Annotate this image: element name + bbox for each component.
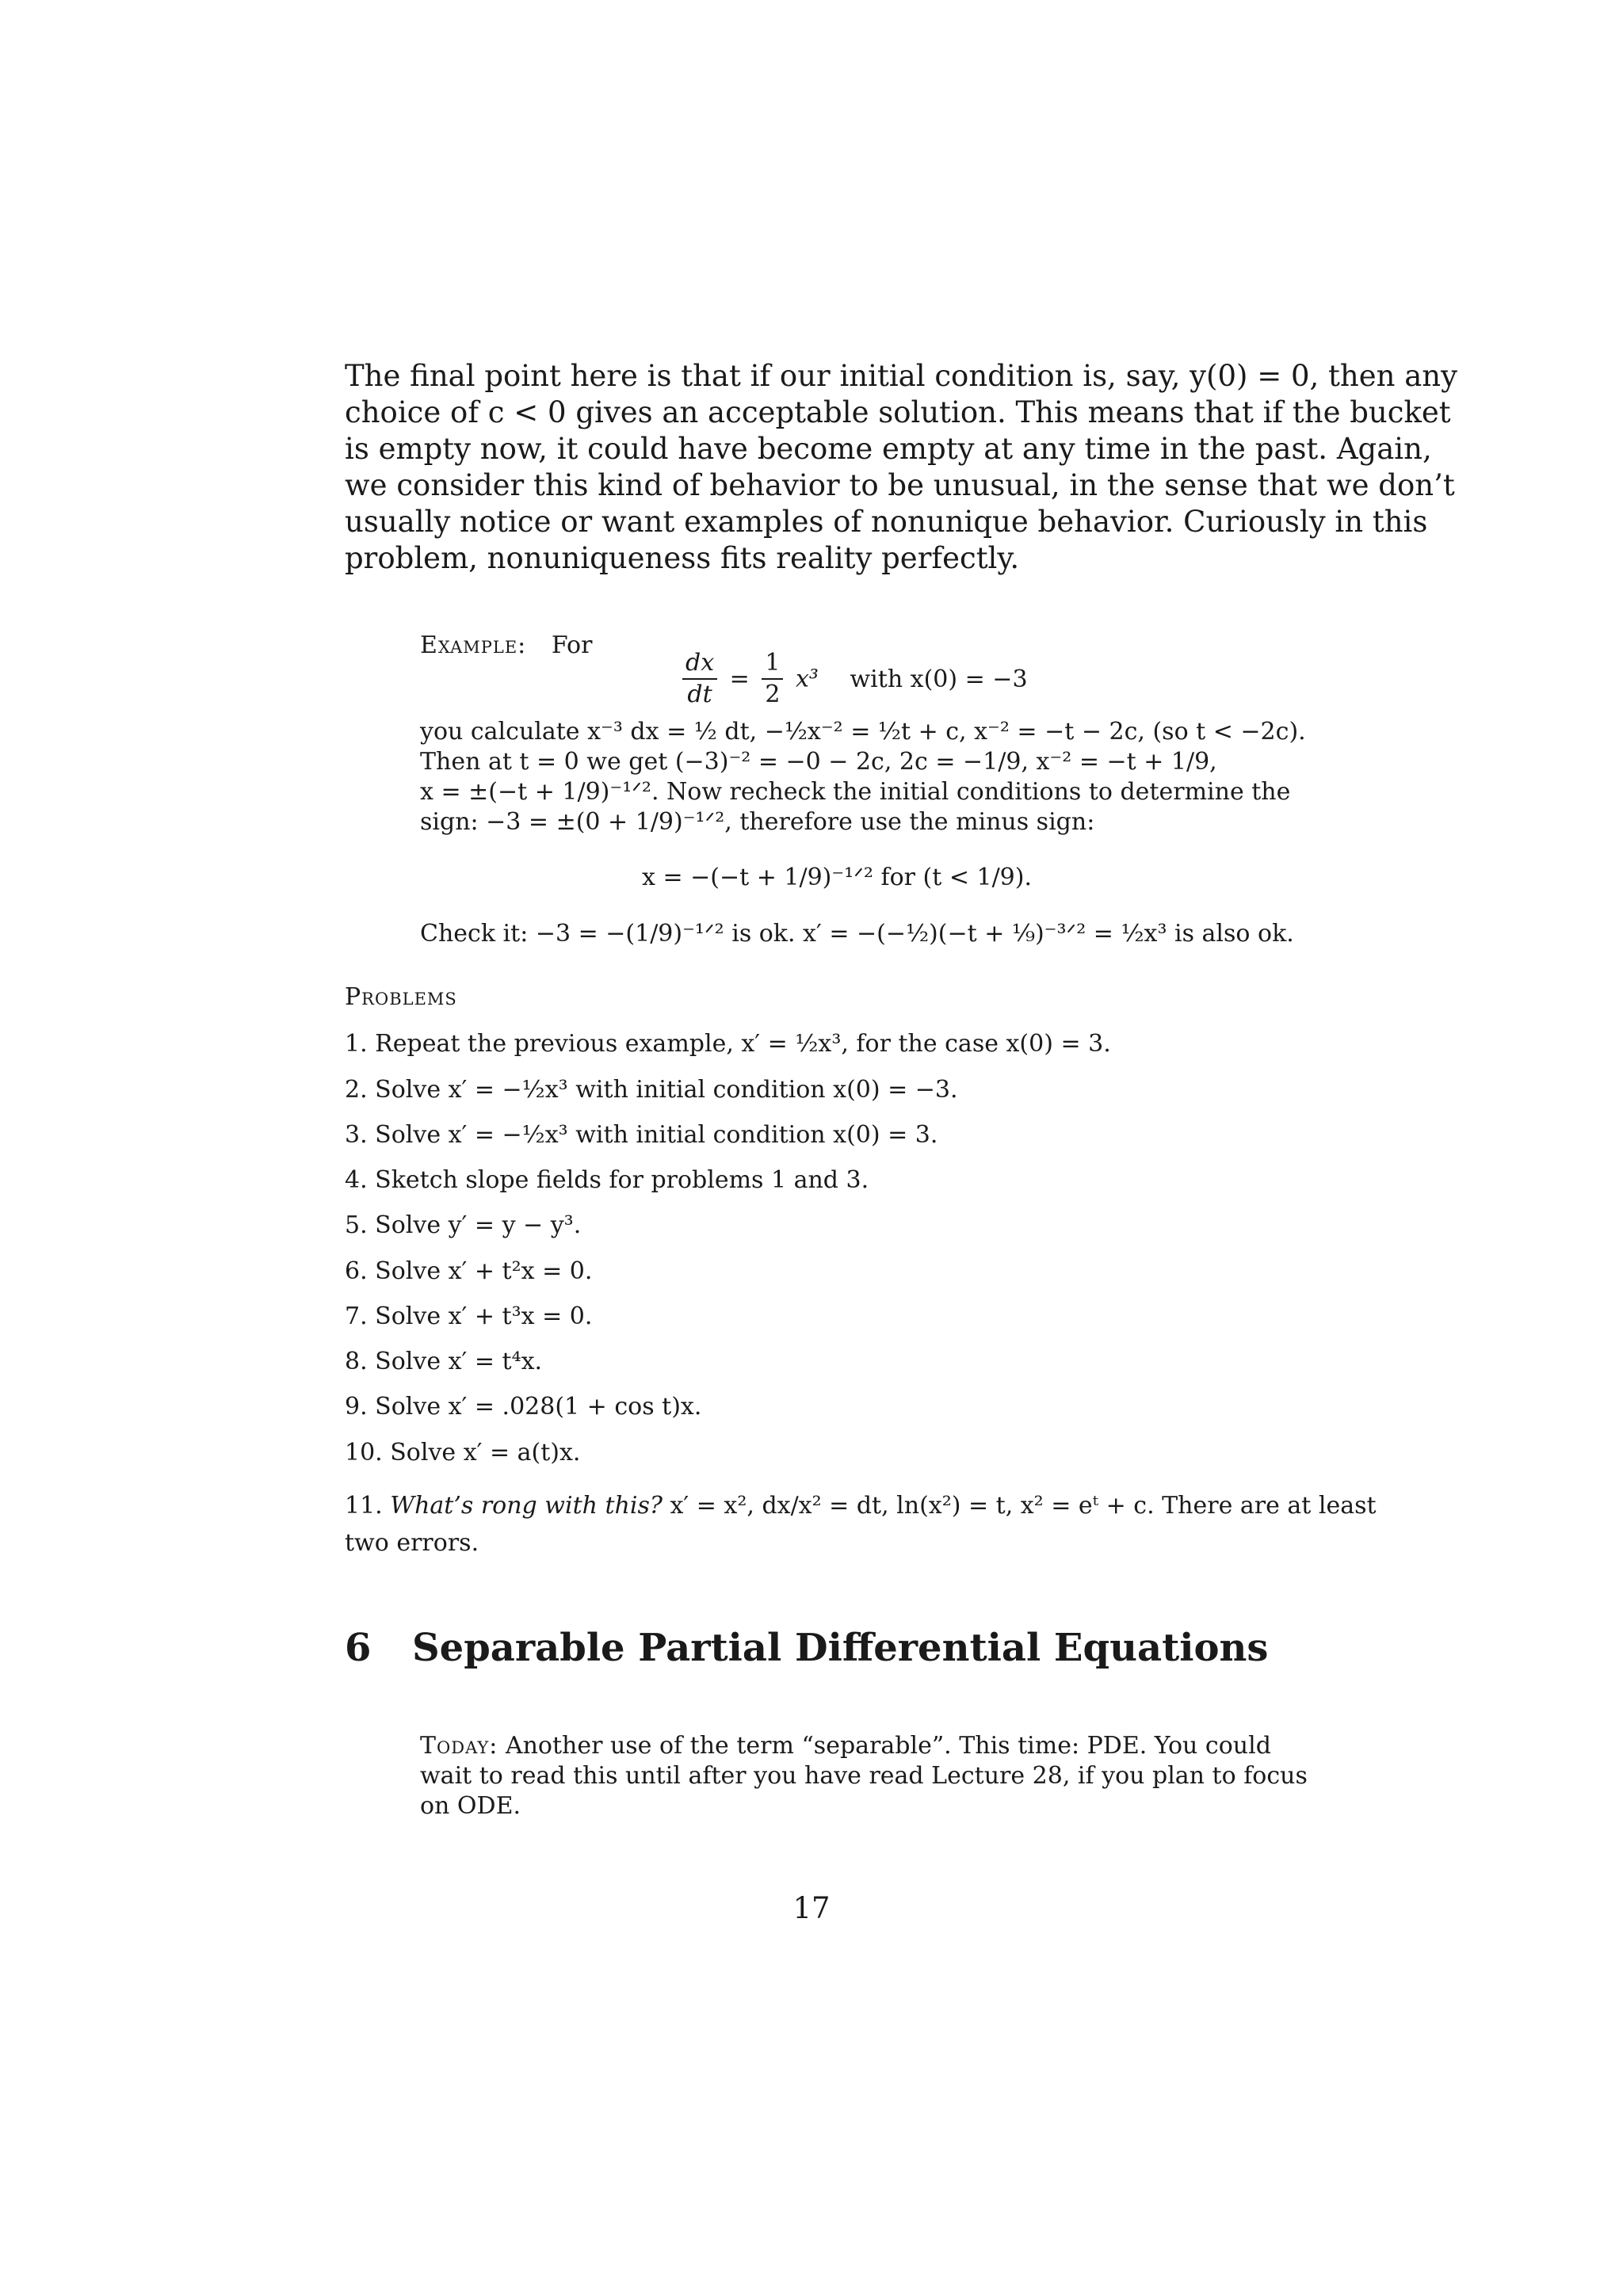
example-line: x = ±(−t + 1/9)⁻¹ᐟ². Now recheck the initial conditions to determine the <box>420 778 1291 806</box>
fraction-denominator: 2 <box>765 681 781 708</box>
section-number: 6 <box>345 1626 372 1670</box>
example-equation <box>678 648 1028 710</box>
problem-item: 9. Solve x′ = .028(1 + cos t)x. <box>345 1393 702 1421</box>
fraction-denominator: dt <box>687 681 712 708</box>
problem-item-11 <box>345 1491 1377 1520</box>
example-display-equation: x = −(−t + 1/9)⁻¹ᐟ² for (t < 1/9). <box>642 864 1033 891</box>
intro-line: we consider this kind of behavior to be unusual, in the sense that we don’t <box>345 468 1455 502</box>
problem-number: 11. <box>345 1492 383 1520</box>
problem-item: 5. Solve y′ = y − y³. <box>345 1211 582 1239</box>
problems-heading: Problems <box>345 983 457 1011</box>
section-title: Separable Partial Differential Equations <box>412 1626 1269 1670</box>
equals-sign: = <box>729 665 750 693</box>
fraction-numerator: 1 <box>762 648 783 680</box>
derivative-fraction <box>682 648 717 710</box>
equation-condition: with x(0) = −3 <box>850 665 1028 693</box>
problem-item: 1. Repeat the previous example, x′ = ½x³, for the case x(0) = 3. <box>345 1030 1111 1058</box>
example-line: you calculate x⁻³ dx = ½ dt, −½x⁻² = ½t + c, x⁻² = −t − 2c, (so t < −2c). <box>420 718 1306 746</box>
intro-line: The final point here is that if our initial condition is, say, y(0) = 0, then any <box>345 359 1458 393</box>
intro-line: choice of c < 0 gives an acceptable solution. This means that if the bucket <box>345 395 1451 429</box>
example-check: Check it: −3 = −(1/9)⁻¹ᐟ² is ok. x′ = −(−½)(−t + ⅑)⁻³ᐟ² = ½x³ is also ok. <box>420 920 1294 948</box>
problem-item: 4. Sketch slope fields for problems 1 and 3. <box>345 1166 869 1194</box>
problem-item: 2. Solve x′ = −½x³ with initial condition x(0) = −3. <box>345 1076 958 1104</box>
example-line: Then at t = 0 we get (−3)⁻² = −0 − 2c, 2c = −1/9, x⁻² = −t + 1/9, <box>420 748 1217 776</box>
intro-line: is empty now, it could have become empty at any time in the past. Again, <box>345 432 1432 466</box>
today-line: wait to read this until after you have read Lecture 28, if you plan to focus <box>420 1762 1308 1790</box>
example-for: For <box>551 631 593 659</box>
half-fraction <box>762 648 783 710</box>
problem-item: 8. Solve x′ = t⁴x. <box>345 1348 543 1375</box>
problem-italic-text: What’s rong with this? <box>390 1492 663 1520</box>
equation-rhs: x³ <box>796 665 819 693</box>
problem-item: 6. Solve x′ + t²x = 0. <box>345 1257 593 1285</box>
intro-line: usually notice or want examples of nonunique behavior. Curiously in this <box>345 505 1428 539</box>
example-line: sign: −3 = ±(0 + 1/9)⁻¹ᐟ², therefore use the minus sign: <box>420 808 1095 836</box>
problem-item: 7. Solve x′ + t³x = 0. <box>345 1302 593 1330</box>
page-number: 17 <box>792 1891 831 1925</box>
example-label: Example: <box>420 631 527 659</box>
problem-item-11-cont: two errors. <box>345 1529 479 1557</box>
today-line: on ODE. <box>420 1792 521 1820</box>
today-text: Another use of the term “separable”. This time: PDE. You could <box>505 1732 1271 1760</box>
problem-item: 3. Solve x′ = −½x³ with initial condition x(0) = 3. <box>345 1121 938 1149</box>
example-intro <box>420 631 592 660</box>
fraction-numerator: dx <box>682 648 717 680</box>
today-label: Today: <box>420 1732 498 1760</box>
intro-line: problem, nonuniqueness fits reality perfectly. <box>345 541 1020 575</box>
problem-item: 10. Solve x′ = a(t)x. <box>345 1439 581 1466</box>
problem-text: x′ = x², dx/x² = dt, ln(x²) = t, x² = eᵗ + c. There are at least <box>670 1492 1377 1520</box>
today-line <box>420 1731 1271 1760</box>
